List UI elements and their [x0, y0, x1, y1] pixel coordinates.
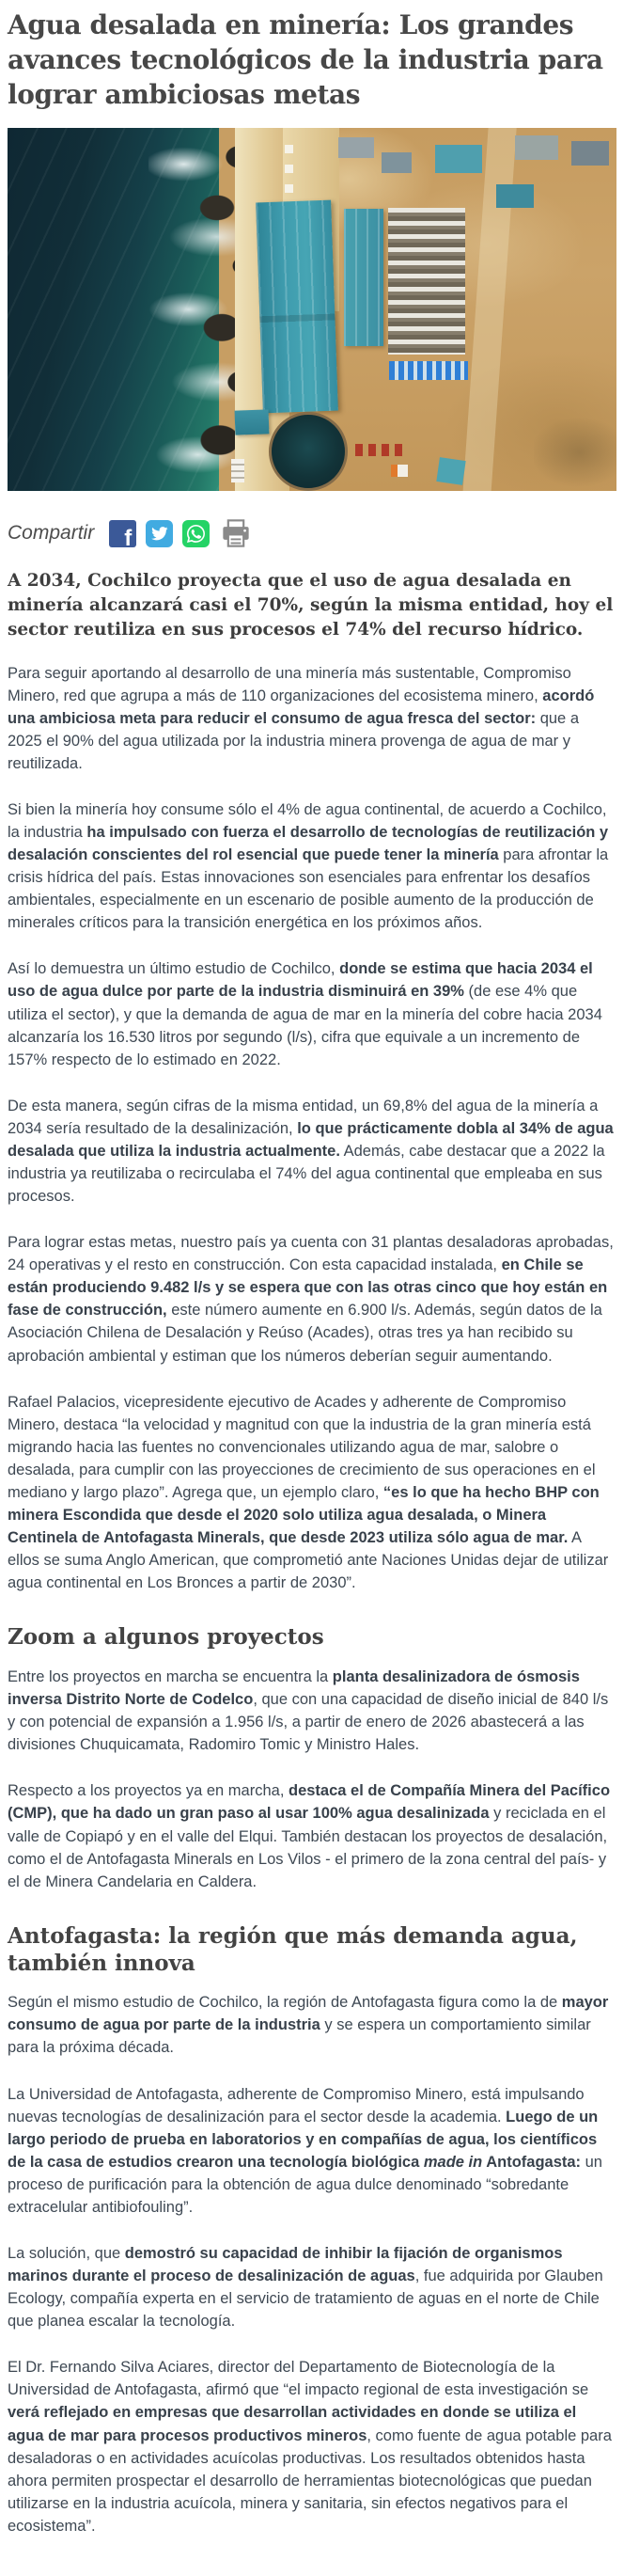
page-title: Agua desalada en minería: Los grandes avances tecnológicos de la industria para lograr ambiciosas metas — [8, 9, 603, 111]
hero-long-roof — [235, 409, 270, 435]
hero-shed — [515, 135, 558, 160]
paragraph: Si bien la minería hoy consume sólo el 4% de agua continental, de acuerdo a Cochilco, la industria ha impulsado con fuerza el desarrollo de tecnologías de reutilización y desalación conscientes del rol esencial que puede tener la minería para afrontar la crisis hídrica del país. Estas innovaciones son esenciales para enfrentar los desafíos ambientales, especialmente en un escenario de posible aumento de la producción de minerales críticos para la transición energética en los próximos años. — [8, 800, 609, 932]
paragraph: Respecto a los proyectos ya en marcha, destaca el de Compañía Minera del Pacífico (CMP), que ha dado un gran paso al usar 100% agua desalinizada y reciclada en el valle de Copiapó y en el valle del Elqui. También destacan los proyectos de desalación, como el de Antofagasta Minerals en Los Vilos - el primero de la zona central del país- y el de Minera Candelaria en Caldera. — [8, 1782, 611, 1890]
paragraph: Rafael Palacios, vicepresidente ejecutivo de Acades y adherente de Compromiso Minero, destaca “la velocidad y magnitud con que la industria de la gran minería está migrando hacia las fuentes no convencionales utilizando agua de mar, salobre o desalada, para cumplir con las proyecciones de crecimiento de sus operaciones en el mediano y largo plazo”. Agrega que, un ejemplo claro, “es lo que ha hecho BHP con minera Escondida que desde el 2020 solo utiliza agua desalada, o Minera Centinela de Antofagasta Minerals, que desde 2023 utiliza sólo agua de mar. A ellos se suma Anglo American, que comprometió ante Naciones Unidas dejar de utilizar agua continental en Los Bronces a partir de 2030”. — [8, 1393, 609, 1592]
paragraph: Para seguir aportando al desarrollo de una minería más sustentable, Compromiso Minero, red que agrupa a más de 110 organizaciones del ecosistema minero, acordó una ambiciosa meta para reducir el consumo de agua fresca del sector: que a 2025 el 90% del agua utilizada por la industria minera provenga de agua de mar y reutilizada. — [8, 664, 595, 772]
twitter-icon[interactable] — [146, 520, 173, 547]
hero-shed — [571, 141, 609, 166]
paragraph: Según el mismo estudio de Cochilco, la región de Antofagasta figura como la de mayor consumo de agua por parte de la industria y se espera un comportamiento similar para la próxima década. — [8, 1994, 609, 2057]
paragraph: Para lograr estas metas, nuestro país ya cuenta con 31 plantas desaladoras aprobadas, 24 operativas y el resto en construcción. Con esta capacidad instalada, en Chile se están produciendo 9.482 l/s y se espera que con las otras cinco que hoy están en fase de construcción, este número aumente en 6.900 l/s. Además, según datos de la Asociación Chilena de Desalación y Reúso (Acades), otras tres ya han recibido su aprobación ambiental y estiman que los números deberían seguir aumentando. — [8, 1234, 614, 1365]
print-icon[interactable] — [219, 519, 253, 548]
lead-paragraph: A 2034, Cochilco proyecta que el uso de agua desalada en minería alcanzará casi el 70%, según la misma entidad, hoy el sector reutiliza en sus procesos el 74% del recurso hídrico. — [8, 570, 614, 640]
hero-shed — [435, 145, 482, 173]
hero-equipment-racks — [388, 208, 465, 355]
hero-rubble — [534, 405, 616, 491]
hero-tanker-truck — [231, 459, 244, 482]
paragraph: Así lo demuestra un último estudio de Cochilco, donde se estima que hacia 2034 el uso de agua dulce por parte de la industria disminuirá en 39% (de ese 4% que utiliza el sector), y que la demanda de agua de mar en la minería del cobre hacia 2034 alcanzaría los 16.530 litros por segundo (l/s), cifra que equivale a un incremento de 157% respecto de lo estimado en 2022. — [8, 960, 602, 1068]
facebook-icon[interactable]: f — [109, 520, 136, 547]
hero-image — [8, 128, 616, 491]
hero-blue-modules — [389, 361, 468, 380]
hero-secondary-building — [344, 209, 383, 346]
paragraph: El Dr. Fernando Silva Aciares, director del Departamento de Biotecnología de la Universidad de Antofagasta, afirmó que “el impacto regional de esta investigación se verá reflejado en empresas que desarrollan actividades en donde se utiliza el agua de mar para procesos productivos mineros, como fuente de agua potable para desaladoras o en actividades acuícolas productivas. Los resultados obtenidos hasta ahora permiten prospectar el desarrollo de herramientas biotecnológicas que puedan utilizarse en la industria acuícola, minera y sanitaria, sin efectos negativos para el ecosistema”. — [8, 2359, 612, 2535]
article-body — [0, 569, 624, 2537]
hero-shed — [382, 152, 412, 173]
paragraph: Entre los proyectos en marcha se encuentra la planta desalinizadora de ósmosis inversa Distrito Norte de Codelco, que con una capacidad de diseño inicial de 840 l/s y con potencial de expansión a 1.956 l/s, a partir de enero de 2026 abastecerá a las divisiones Chuquicamata, Radomiro Tomic y Ministro Hales. — [8, 1668, 609, 1754]
share-label: Compartir — [8, 522, 95, 545]
whatsapp-icon[interactable] — [182, 520, 210, 547]
paragraph: La Universidad de Antofagasta, adherente de Compromiso Minero, está impulsando nuevas tecnologías de desalinización para el sector desde la academia. Luego de un largo periodo de prueba en laboratorios y en compañías de agua, los científicos de la casa de estudios crearon una tecnología biológica made in Antofagasta: un proceso de purificación para la obtención de agua dulce denominado “sobredante extracelular antibiofouling”. — [8, 2085, 602, 2216]
hero-orange-truck — [391, 465, 408, 477]
section-heading-proyectos: Zoom a algunos proyectos — [8, 1624, 324, 1651]
paragraph: De esta manera, según cifras de la misma entidad, un 69,8% del agua de la minería a 2034 sería resultado de la desalinización, lo que prácticamente dobla al 34% de agua desalada que utiliza la industria actualmente. Además, cabe destacar que a 2022 la industria ya reutilizaba o recirculaba el 74% del agua continental que empleaba en sus procesos. — [8, 1097, 614, 1206]
hero-circular-pool — [269, 412, 348, 491]
paragraph: La solución, que demostró su capacidad de inhibir la fijación de organismos marinos durante el proceso de desalinización de aguas, fue adquirida por Glauben Ecology, compañía experta en el servicio de tratamiento de aguas en el norte de Chile que planea escalar la tecnología. — [8, 2244, 603, 2331]
hero-shed — [436, 457, 465, 485]
hero-shed — [338, 137, 374, 158]
hero-shed — [496, 184, 534, 208]
section-heading-antofagasta: Antofagasta: la región que más demanda agua, también innova — [8, 1922, 578, 1976]
share-bar — [0, 491, 624, 548]
hero-truck-row — [355, 444, 406, 456]
hero-main-building — [256, 199, 338, 413]
